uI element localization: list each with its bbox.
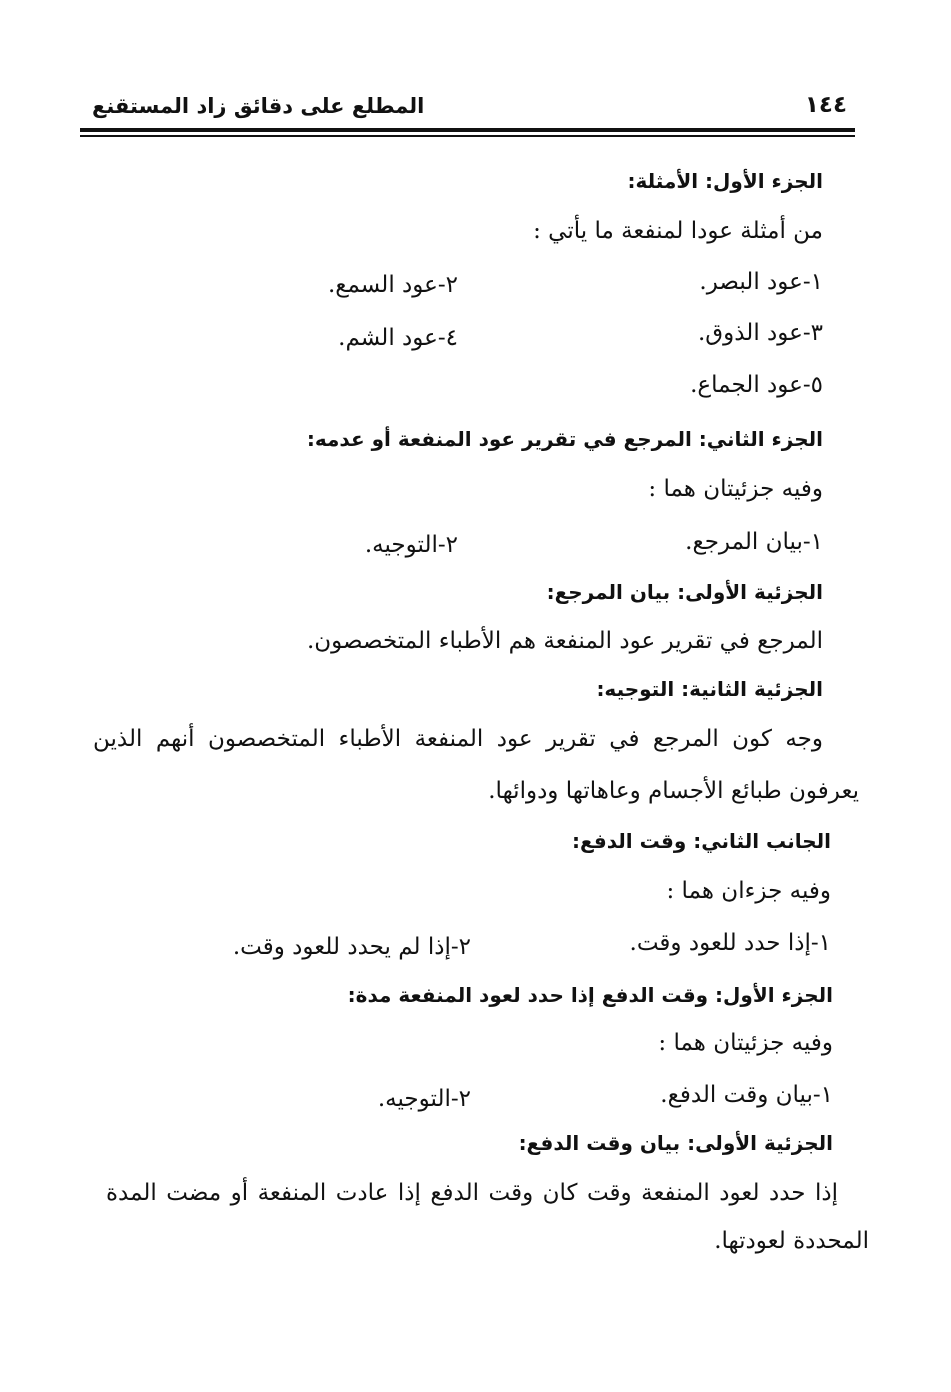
- heading-part-one-examples: الجزء الأول: الأمثلة:: [627, 169, 823, 193]
- text-line: من أمثلة عودا لمنفعة ما يأتي :: [533, 218, 823, 244]
- list-item: ٣-عود الذوق.: [697, 320, 823, 346]
- paragraph-line: وجه كون المرجع في تقرير عود المنفعة الأطباء المتخصصون أنهم الذين: [93, 726, 823, 752]
- list-item: ٢-التوجيه.: [364, 532, 458, 558]
- header-rule-thick: [80, 128, 855, 132]
- heading-sub-one-payment: الجزئية الأولى: بيان وقت الدفع:: [518, 1131, 833, 1155]
- text-line: وفيه جزئيتان هما :: [648, 476, 823, 502]
- list-item: ٢-التوجيه.: [377, 1086, 471, 1112]
- list-item: ٥-عود الجماع.: [690, 372, 823, 398]
- list-item: ٢-إذا لم يحدد للعود وقت.: [232, 934, 471, 960]
- header-rule-thin: [80, 135, 855, 137]
- heading-part-two-reference: الجزء الثاني: المرجع في تقرير عود المنفعة أو عدمه:: [306, 427, 823, 451]
- list-item: ١-بيان وقت الدفع.: [660, 1082, 833, 1108]
- list-item: ٢-عود السمع.: [327, 272, 458, 298]
- heading-sub-two: الجزئية الثانية: التوجيه:: [596, 677, 823, 701]
- list-item: ١-عود البصر.: [699, 269, 823, 295]
- text-line: المرجع في تقرير عود المنفعة هم الأطباء المتخصصون.: [306, 628, 823, 654]
- heading-sub-one: الجزئية الأولى: بيان المرجع:: [546, 580, 823, 604]
- page-number: ١٤٤: [804, 92, 847, 118]
- heading-part-one-payment: الجزء الأول: وقت الدفع إذا حدد لعود المنفعة مدة:: [347, 983, 833, 1007]
- list-item: ١-إذا حدد للعود وقت.: [629, 930, 831, 956]
- text-line: وفيه جزئيتان هما :: [658, 1030, 833, 1056]
- paragraph-line: إذا حدد لعود المنفعة وقت كان وقت الدفع إذا عادت المنفعة أو مضت المدة: [106, 1180, 838, 1206]
- text-line: وفيه جزءان هما :: [666, 878, 831, 904]
- heading-side-two-payment-time: الجانب الثاني: وقت الدفع:: [571, 829, 831, 853]
- list-item: ٤-عود الشم.: [338, 325, 458, 351]
- paragraph-line: المحددة لعودتها.: [714, 1228, 869, 1254]
- paragraph-line: يعرفون طبائع الأجسام وعاهاتها ودوائها.: [488, 778, 859, 804]
- running-header: [80, 92, 855, 132]
- list-item: ١-بيان المرجع.: [685, 529, 823, 555]
- book-title: المطلع على دقائق زاد المستقنع: [92, 94, 425, 118]
